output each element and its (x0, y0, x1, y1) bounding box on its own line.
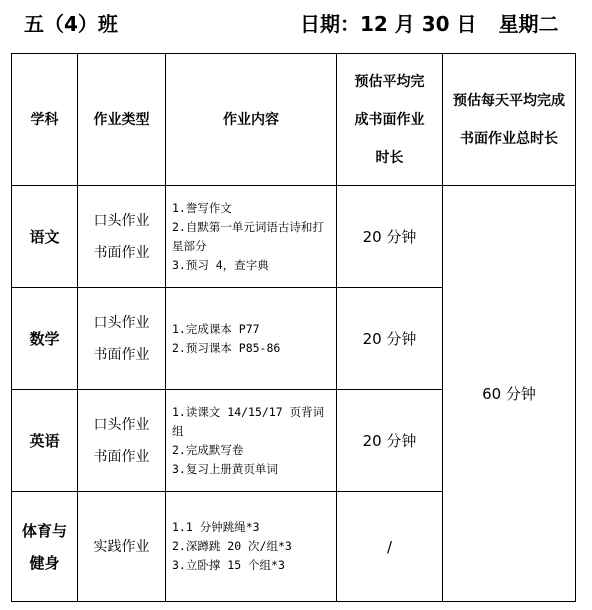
type-item: 实践作业 (93, 538, 150, 555)
homework-table (11, 53, 576, 602)
header-estimated-duration (337, 54, 443, 186)
content-item: 1.读课文 14/15/17 页背词组 (172, 404, 325, 438)
content-item: 2.预习课本 P85-86 (172, 340, 281, 355)
subject-cell (12, 390, 78, 492)
type-cell (78, 288, 166, 390)
date-title (300, 8, 559, 37)
content-item: 2.自默第一单元词语古诗和打星部分 (172, 219, 324, 253)
subject-name: 健身 (29, 553, 60, 572)
page-header (0, 0, 592, 48)
header-total-line: 预估每天平均完成 (453, 92, 565, 109)
duration-cell: 20 分钟 (337, 186, 443, 288)
type-item: 书面作业 (93, 244, 150, 261)
duration-cell: / (337, 492, 443, 602)
header-type: 作业类型 (78, 54, 166, 186)
duration-cell: 20 分钟 (337, 390, 443, 492)
header-total-duration (443, 54, 576, 186)
type-cell (78, 390, 166, 492)
type-item: 口头作业 (93, 212, 150, 229)
total-duration-cell: 60 分钟 (443, 186, 576, 602)
content-item: 1.完成课本 P77 (172, 321, 260, 336)
class-title: 五（4）班 (24, 12, 118, 36)
header-est-line: 成书面作业 (354, 111, 425, 128)
subject-cell (12, 186, 78, 288)
content-item: 2.深蹲跳 20 次/组*3 (172, 539, 292, 553)
content-item: 3.预习 4，查字典 (172, 257, 269, 272)
content-cell (166, 492, 337, 602)
subject-name: 英语 (29, 431, 60, 450)
type-item: 口头作业 (93, 314, 150, 331)
subject-cell (12, 492, 78, 602)
header-total-line: 书面作业总时长 (460, 130, 558, 147)
content-cell (166, 288, 337, 390)
date-text: 日期：12 月 30 日 (300, 12, 477, 36)
content-cell (166, 186, 337, 288)
type-cell (78, 492, 166, 602)
type-cell (78, 186, 166, 288)
content-item: 3.复习上册黄页单词 (172, 461, 278, 476)
content-item: 2.完成默写卷 (172, 442, 244, 457)
header-est-line: 时长 (375, 149, 404, 166)
content-cell (166, 390, 337, 492)
header-subject: 学科 (12, 54, 78, 186)
header-est-line: 预估平均完 (354, 73, 425, 90)
type-item: 书面作业 (93, 346, 150, 363)
subject-name: 体育与 (21, 521, 67, 540)
weekday-text: 星期二 (498, 12, 559, 36)
subject-cell (12, 288, 78, 390)
type-item: 书面作业 (93, 448, 150, 465)
table-row (12, 186, 576, 288)
type-item: 口头作业 (93, 416, 150, 433)
duration-cell: 20 分钟 (337, 288, 443, 390)
subject-name: 数学 (29, 329, 60, 348)
header-content: 作业内容 (166, 54, 337, 186)
content-item: 3.立卧撑 15 个组*3 (172, 558, 285, 572)
content-item: 1.1 分钟跳绳*3 (172, 520, 260, 534)
subject-name: 语文 (29, 227, 60, 246)
table-header-row (12, 54, 576, 186)
content-item: 1.誊写作文 (172, 200, 232, 215)
